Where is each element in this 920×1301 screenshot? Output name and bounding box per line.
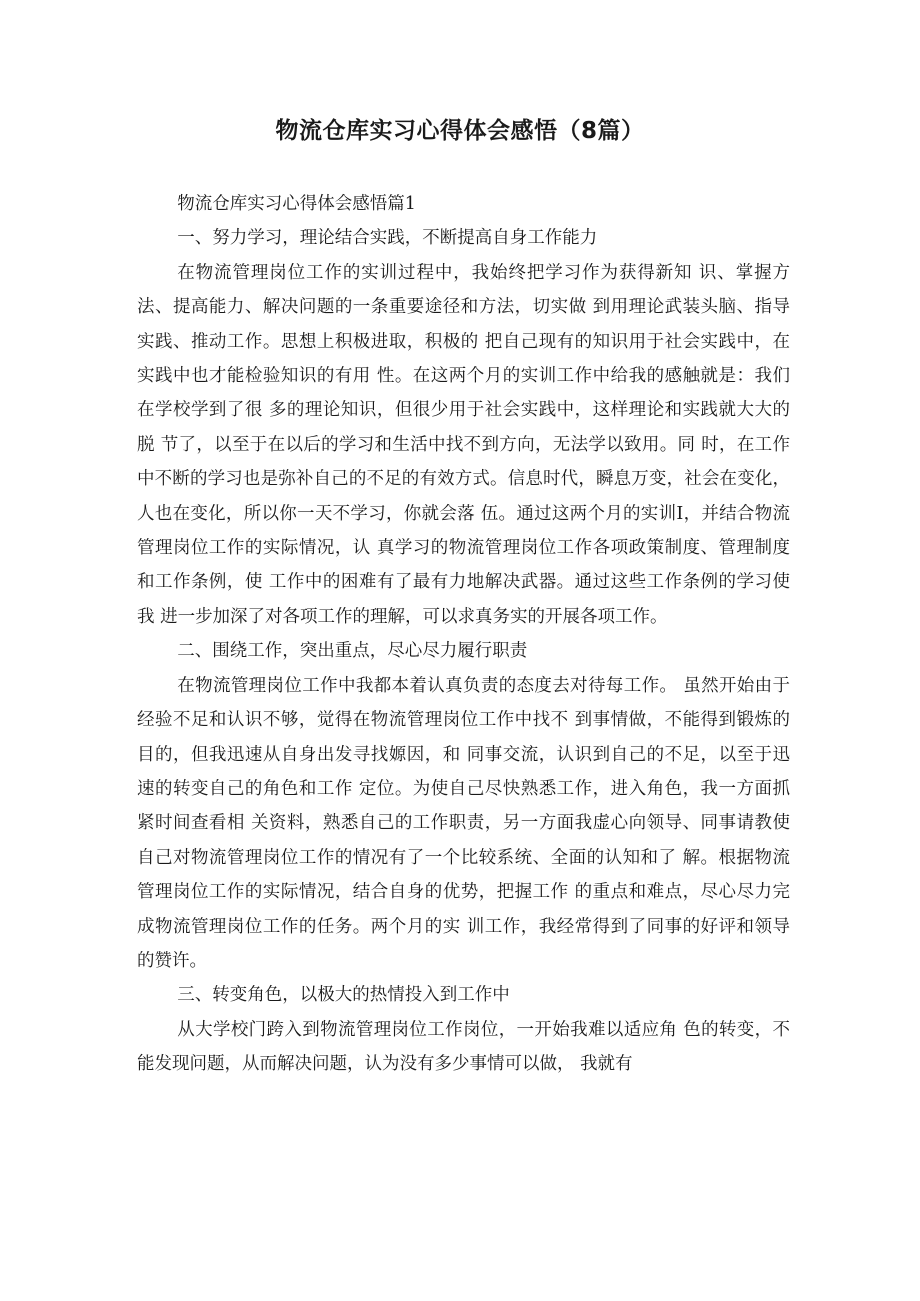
body-paragraph: 在物流管理岗位工作中我都本着认真负责的态度去对待每工作。 虽然开始由于经验不足和认识不够，觉得在物流管理岗位工作中找不 到事情做，不能得到锻炼的目的，但我迅速从自身出发寻找嫄因，和 同事交流，认识到自己的不足，以至于迅速的转变自己的角色和工作 定位。为使自己尽快熟悉工作，进入角色，我一方面抓紧时间查看相 关资料，熟悉自己的工作职责，另一方面我虚心向领导、同事请教使 自己对物流管理岗位工作的情况有了一个比较系统、全面的认知和了 解。根据物流管理岗位工作的实际情况，结合自身的优势，把握工作 的重点和难点，尽心尽力完成物流管理岗位工作的任务。两个月的实 训工作，我经常得到了同事的好评和领导的赞许。 bbox=[137, 675, 790, 971]
section-heading: 物流仓库实习心得体会感悟篇1 bbox=[177, 194, 416, 214]
subsection-heading: 三、转变角色，以极大的热情投入到工作中 bbox=[177, 985, 510, 1006]
document-title: 物流仓库实习心得体会感悟（8篇） bbox=[275, 118, 645, 144]
subsection-heading: 二、围绕工作，突出重点，尽心尽力履行职责 bbox=[177, 641, 528, 662]
body-paragraph: 在物流管理岗位工作的实训过程中，我始终把学习作为获得新知 识、掌握方法、提高能力、解决问题的一条重要途径和方法，切实做 到用理论武装头脑、指导实践、推动工作。思想上积极进取，积极的 把自己现有的知识用于社会实践中，在实践中也才能检验知识的有用 性。在这两个月的实训工作中给我的感触就是：我们在学校学到了很 多的理论知识，但很少用于社会实践中，这样理论和实践就大大的脱 节了，以至于在以后的学习和生活中找不到方向，无法学以致用。同 时，在工作中不断的学习也是弥补自己的不足的有效方式。信息时代，瞬息万变，社会在变化，人也在变化，所以你一天不学习，你就会落 伍。通过这两个月的实训I，并结合物流管理岗位工作的实际情况，认 真学习的物流管理岗位工作各项政策制度、管理制度和工作条例，使 工作中的困难有了最有力地解决武器。通过这些工作条例的学习使我 进一步加深了对各项工作的理解，可以求真务实的开展各项工作。 bbox=[137, 262, 790, 627]
subsection-heading: 一、努力学习，理论结合实践，不断提高自身工作能力 bbox=[177, 228, 598, 249]
body-paragraph: 从大学校门跨入到物流管理岗位工作岗位，一开始我难以适应角 色的转变，不能发现问题，从而解决问题，认为没有多少事情可以做， 我就有 bbox=[137, 1019, 790, 1075]
document-body bbox=[137, 187, 790, 1082]
